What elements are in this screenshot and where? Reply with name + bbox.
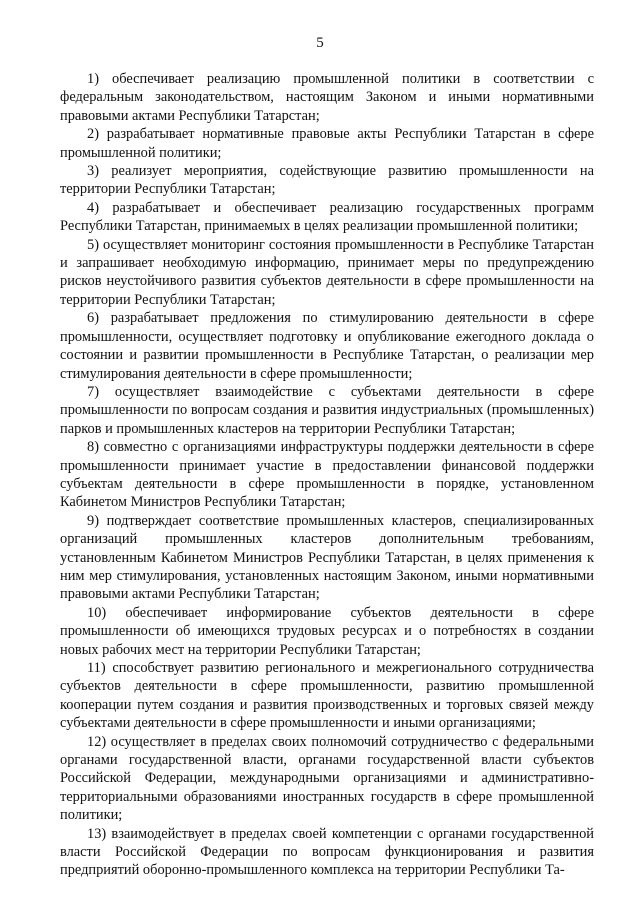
paragraph-3: 3) реализует мероприятия, содействующие развитию промышленности на территории Республики Татарстан; [60, 163, 594, 198]
paragraph-1: 1) обеспечивает реализацию промышленной политики в соответствии с федеральным законодательством, настоящим Законом и иными нормативными правовыми актами Республики Татарстан; [60, 71, 594, 124]
paragraph-9: 9) подтверждает соответствие промышленных кластеров, специализированных организаций промышленных кластеров дополнительным требованиям, установленным Кабинетом Министров Республики Татарстан, в целях применения к ним мер стимулирования, установленных настоящим Законом, иными нормативными правовыми актами Республики Татарстан; [60, 512, 594, 603]
page-number: 5 [316, 35, 324, 51]
paragraph-10: 10) обеспечивает информирование субъектов деятельности в сфере промышленности об имеющихся трудовых ресурсах и о потребностях в создании новых рабочих мест на территории Республики Татарстан; [60, 604, 594, 658]
paragraph-7: 7) осуществляет взаимодействие с субъектами деятельности в сфере промышленности по вопросам создания и развития индустриальных (промышленных) парков и промышленных кластеров на территории Республики Татарстан; [60, 383, 594, 437]
paragraph-6: 6) разрабатывает предложения по стимулированию деятельности в сфере промышленности, осуществляет подготовку и опубликование ежегодного доклада о состоянии и развитии промышленности в Республике Татарстан, о реализации мер стимулирования деятельности в сфере промышленности; [60, 310, 594, 382]
paragraph-13: 13) взаимодействует в пределах своей компетенции с органами государственной власти Российской Федерации по вопросам функционирования и развития предприятий оборонно-промышленного комплекса на территории Республики Та- [60, 825, 594, 879]
paragraph-11: 11) способствует развитию регионального и межрегионального сотрудничества субъектов деятельности в сфере промышленности, развитию промышленной кооперации путем создания и развития производственных и торговых связей между субъектами деятельности в сфере промышленности и иными организациями; [60, 660, 594, 732]
paragraph-5: 5) осуществляет мониторинг состояния промышленности в Республике Татарстан и запрашивает необходимую информацию, принимает меры по предупреждению рисков неустойчивого развития субъектов деятельности в сфере промышленности на территории Республики Татарстан; [60, 236, 594, 308]
paragraph-2: 2) разрабатывает нормативные правовые акты Республики Татарстан в сфере промышленной политики; [60, 126, 594, 161]
paragraph-8: 8) совместно с организациями инфраструктуры поддержки деятельности в сфере промышленности принимает участие в предоставлении финансовой поддержки субъектам деятельности в сфере промышленности в порядке, установленном Кабинетом Министров Республики Татарстан; [60, 439, 594, 511]
paragraph-4: 4) разрабатывает и обеспечивает реализацию государственных программ Республики Татарстан, принимаемых в целях реализации промышленной политики; [60, 199, 594, 235]
document-body [60, 70, 594, 880]
paragraph-12: 12) осуществляет в пределах своих полномочий сотрудничество с федеральными органами государственной власти, органами государственной власти субъектов Российской Федерации, международными организациями и административно-территориальными образованиями иностранных государств в сфере промышленной политики; [60, 733, 594, 824]
